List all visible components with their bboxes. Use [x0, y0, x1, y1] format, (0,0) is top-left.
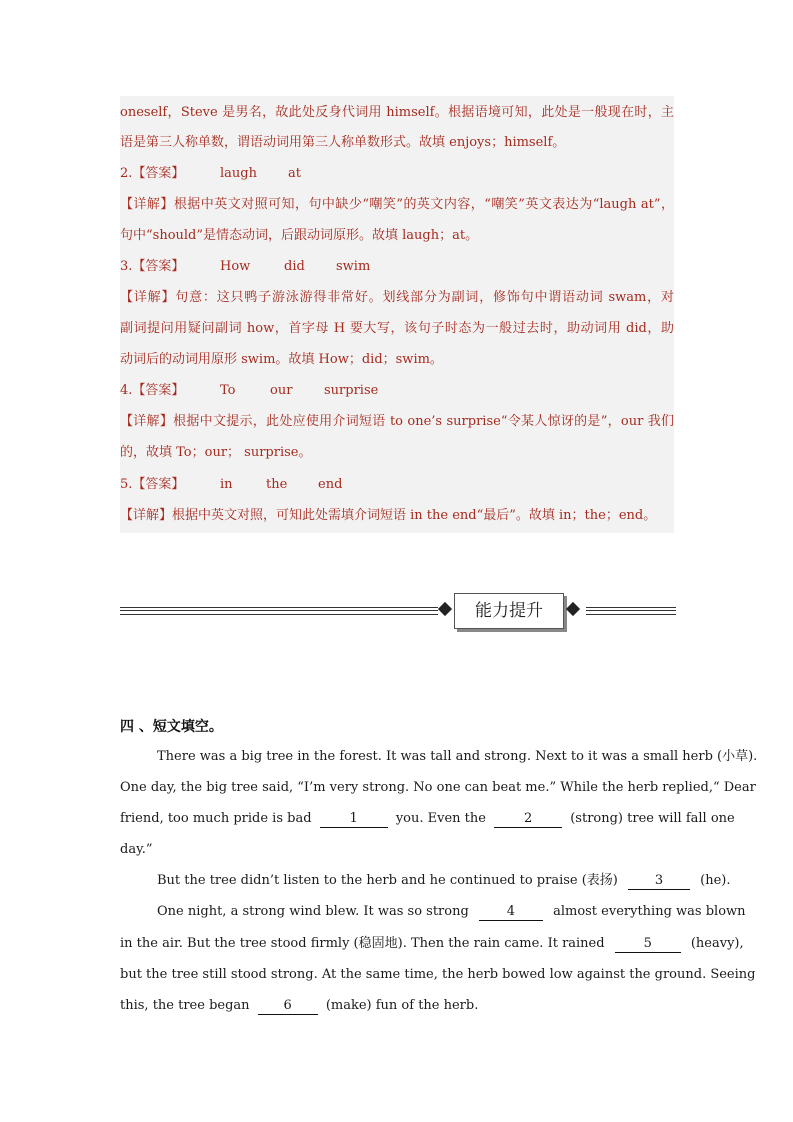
passage-text: this, the tree began [120, 998, 250, 1013]
answer-word: at [288, 166, 301, 181]
passage-line [120, 935, 744, 953]
question-number: 4. [120, 383, 133, 398]
answer-4 [120, 382, 674, 400]
answer-3 [120, 258, 674, 276]
passage-text: in the air. But the tree stood firmly (稳固地). Then the rain came. It rained [120, 936, 605, 951]
blank-4[interactable]: 4 [479, 904, 543, 921]
passage-text: (strong) tree will fall one [570, 811, 735, 826]
passage-line [120, 810, 735, 828]
answer-detail: 【详解】句意：这只鸭子游泳游得非常好。划线部分为副词，修饰句中谓语动词 swam，对 [120, 290, 674, 305]
answer-label: 【答案】 [132, 477, 185, 492]
answer-detail: 副词提问用疑问副词 how，首字母 H 要大写，该句子时态为一般过去时，助动词用 did，助 [120, 321, 674, 336]
answer-label: 【答案】 [132, 259, 185, 274]
passage-line: but the tree still stood strong. At the same time, the herb bowed low against the ground. Seeing [120, 967, 756, 982]
passage-text: But the tree didn’t listen to the herb and he continued to praise (表扬) [157, 873, 618, 888]
answer-word: swim [336, 259, 371, 274]
answer-word: our [270, 383, 293, 398]
answer-detail: 【详解】根据中文提示，此处应使用介词短语 to one’s surprise“令某人惊讶的是”，our 我们 [120, 414, 674, 429]
blank-2[interactable]: 2 [494, 811, 562, 828]
banner-rule-left [120, 607, 438, 615]
passage-text: you. Even the [395, 811, 486, 826]
answer-word: in [220, 477, 233, 492]
answer-2 [120, 165, 674, 183]
question-number: 3. [120, 259, 133, 274]
answer-label: 【答案】 [132, 383, 185, 398]
answer-key-panel [120, 96, 674, 533]
passage-line [157, 903, 746, 921]
answer-word: laugh [220, 166, 257, 181]
blank-1[interactable]: 1 [320, 811, 388, 828]
passage-text: friend, too much pride is bad [120, 811, 312, 826]
answer-word: To [220, 383, 236, 398]
blank-6[interactable]: 6 [258, 998, 318, 1015]
banner-title: 能力提升 [454, 593, 564, 629]
answer-detail: 【详解】根据中英文对照可知，句中缺少“嘲笑”的英文内容，“嘲笑”英文表达为“laugh at”， [120, 197, 674, 212]
answer-line: 语是第三人称单数，谓语动词用第三人称单数形式。故填 enjoys；himself。 [120, 135, 566, 150]
section-banner [120, 593, 676, 633]
answer-detail: 句中“should”是情态动词，后跟动词原形。故填 laugh；at。 [120, 228, 479, 243]
passage-text: (heavy), [690, 936, 744, 951]
passage-text: (he). [700, 873, 731, 888]
answer-word: surprise [324, 383, 379, 398]
passage-line: There was a big tree in the forest. It was tall and strong. Next to it was a small herb (小草). [157, 749, 758, 764]
banner-rule-right [586, 607, 676, 615]
question-number: 5. [120, 477, 133, 492]
answer-5 [120, 476, 674, 494]
answer-word: end [318, 477, 343, 492]
passage-text: One night, a strong wind blew. It was so strong [157, 904, 469, 919]
passage-text: almost everything was blown [553, 904, 746, 919]
answer-word: How [220, 259, 251, 274]
answer-label: 【答案】 [132, 166, 185, 181]
answer-detail: 动词后的动词用原形 swim。故填 How；did；swim。 [120, 352, 443, 367]
blank-3[interactable]: 3 [628, 873, 690, 890]
answer-line: oneself，Steve 是男名，故此处反身代词用 himself。根据语境可知，此处是一般现在时，主 [120, 105, 674, 120]
answer-detail: 的，故填 To；our； surprise。 [120, 445, 312, 460]
passage-line: One day, the big tree said, “I’m very strong. No one can beat me.” While the herb replied,“ Dear [120, 780, 756, 795]
answer-detail: 【详解】根据中英文对照，可知此处需填介词短语 in the end“最后”。故填 in；the；end。 [120, 508, 657, 523]
passage-line [120, 997, 676, 1015]
passage-line: day.” [120, 842, 153, 857]
answer-word: did [284, 259, 305, 274]
diamond-icon [438, 602, 452, 616]
question-number: 2. [120, 166, 133, 181]
diamond-icon [566, 602, 580, 616]
blank-5[interactable]: 5 [615, 936, 681, 953]
section-heading: 四 、短文填空。 [120, 719, 223, 735]
passage-line [157, 872, 731, 890]
passage-text: (make) fun of the herb. [325, 998, 479, 1013]
answer-word: the [266, 477, 288, 492]
